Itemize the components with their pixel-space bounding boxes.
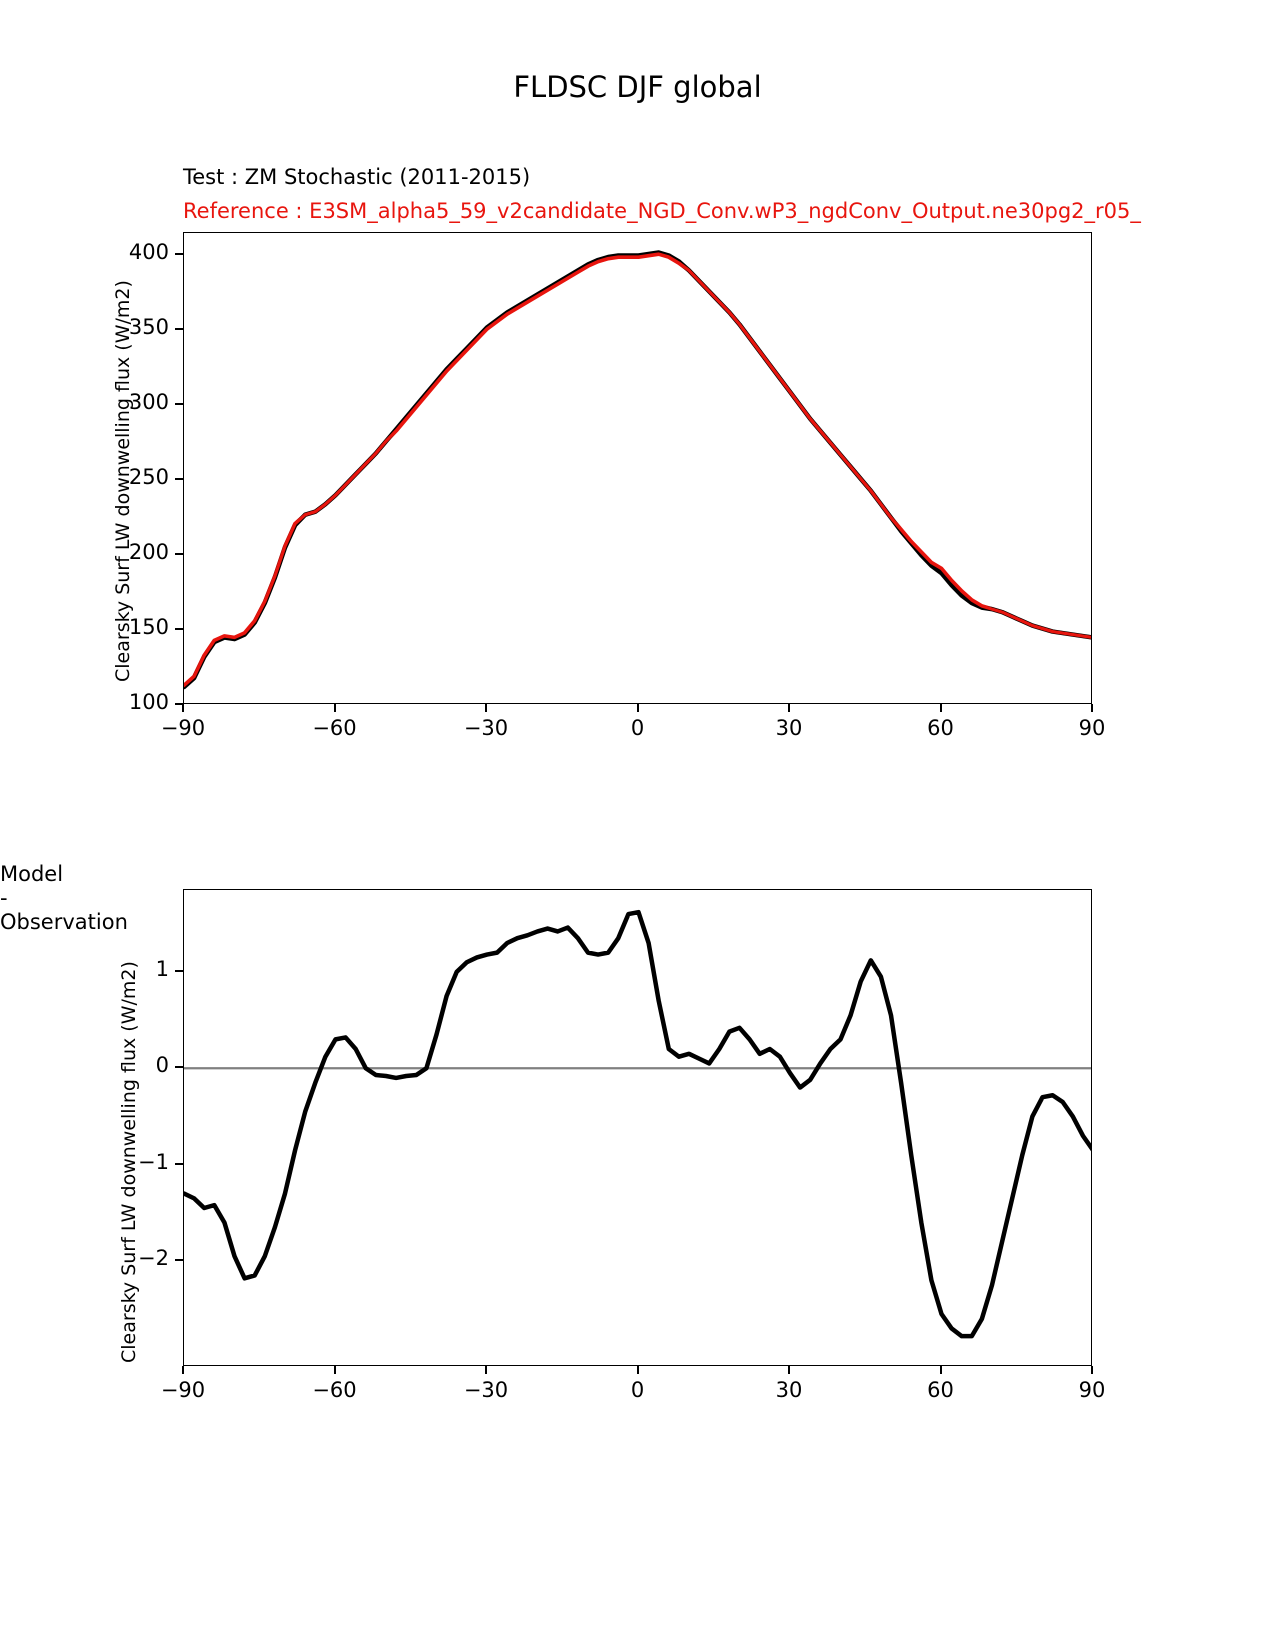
bottom-x-tick-label: −60 — [312, 1378, 357, 1402]
top-y-tick-label: 250 — [128, 465, 169, 490]
top-y-tick-mark — [175, 328, 183, 330]
top-x-tick-mark — [940, 704, 942, 712]
top-plot-area — [183, 232, 1092, 704]
top-x-tick-label: −90 — [160, 716, 206, 740]
top-x-tick-label: 90 — [1078, 716, 1106, 740]
bottom-y-tick-mark — [175, 1066, 183, 1068]
top-x-tick-label: 0 — [630, 716, 645, 740]
bottom-panel-ylabel: Clearsky Surf LW downwelling flux (W/m2) — [118, 961, 140, 1363]
top-x-tick-mark — [182, 704, 184, 712]
top-y-tick-mark — [175, 403, 183, 405]
top-y-tick-label: 350 — [128, 315, 169, 340]
bottom-x-tick-mark — [485, 1366, 487, 1374]
top-y-tick-mark — [175, 553, 183, 555]
bottom-y-tick-label: −1 — [138, 1149, 169, 1174]
bottom-x-tick-label: 0 — [630, 1378, 645, 1402]
top-y-tick-mark — [175, 478, 183, 480]
bottom-plot-svg — [184, 890, 1092, 1366]
top-y-tick-mark — [175, 253, 183, 255]
top-plot-svg — [184, 233, 1092, 704]
top-x-tick-mark — [1091, 704, 1093, 712]
bottom-y-tick-label: 0 — [155, 1053, 169, 1078]
bottom-y-tick-label: −2 — [138, 1246, 169, 1270]
top-y-tick-label: 400 — [128, 240, 169, 265]
reference-caption: Reference : E3SM_alpha5_59_v2candidate_NGD_Conv.wP3_ngdConv_Output.ne30pg2_r05_ — [183, 199, 1141, 223]
top-y-tick-label: 100 — [128, 690, 169, 714]
top-x-tick-mark — [788, 704, 790, 712]
top-x-tick-label: −60 — [312, 716, 357, 740]
bottom-x-tick-mark — [182, 1366, 184, 1374]
top-x-tick-mark — [637, 704, 639, 712]
bottom-x-tick-mark — [1091, 1366, 1093, 1374]
bottom-y-tick-label: 1 — [155, 956, 169, 981]
bottom-y-tick-mark — [175, 1163, 183, 1165]
bottom-x-tick-label: 60 — [927, 1378, 954, 1402]
bottom-plot-area — [183, 889, 1092, 1366]
top-y-tick-mark — [175, 628, 183, 630]
caption-block — [183, 163, 1183, 225]
top-x-tick-mark — [485, 704, 487, 712]
bottom-x-tick-label: 30 — [775, 1378, 803, 1402]
top-x-tick-label: 60 — [927, 716, 954, 740]
bottom-y-tick-mark — [175, 970, 183, 972]
top-x-tick-label: −30 — [463, 716, 509, 740]
bottom-x-tick-mark — [334, 1366, 336, 1374]
bottom-y-tick-mark — [175, 1259, 183, 1261]
test-caption: Test : ZM Stochastic (2011-2015) — [183, 165, 531, 189]
top-y-tick-label: 200 — [128, 540, 169, 565]
bottom-x-tick-label: 90 — [1078, 1378, 1106, 1402]
top-x-tick-mark — [334, 704, 336, 712]
bottom-x-tick-mark — [637, 1366, 639, 1374]
bottom-x-tick-label: −90 — [160, 1378, 206, 1402]
top-x-tick-label: 30 — [775, 716, 803, 740]
bottom-x-tick-mark — [940, 1366, 942, 1374]
top-panel-ylabel: Clearsky Surf LW downwelling flux (W/m2) — [112, 280, 134, 682]
page-title: FLDSC DJF global — [513, 70, 762, 104]
top-y-tick-label: 150 — [128, 615, 169, 640]
bottom-x-tick-mark — [788, 1366, 790, 1374]
bottom-x-tick-label: −30 — [463, 1378, 509, 1402]
top-y-tick-label: 300 — [128, 390, 169, 415]
